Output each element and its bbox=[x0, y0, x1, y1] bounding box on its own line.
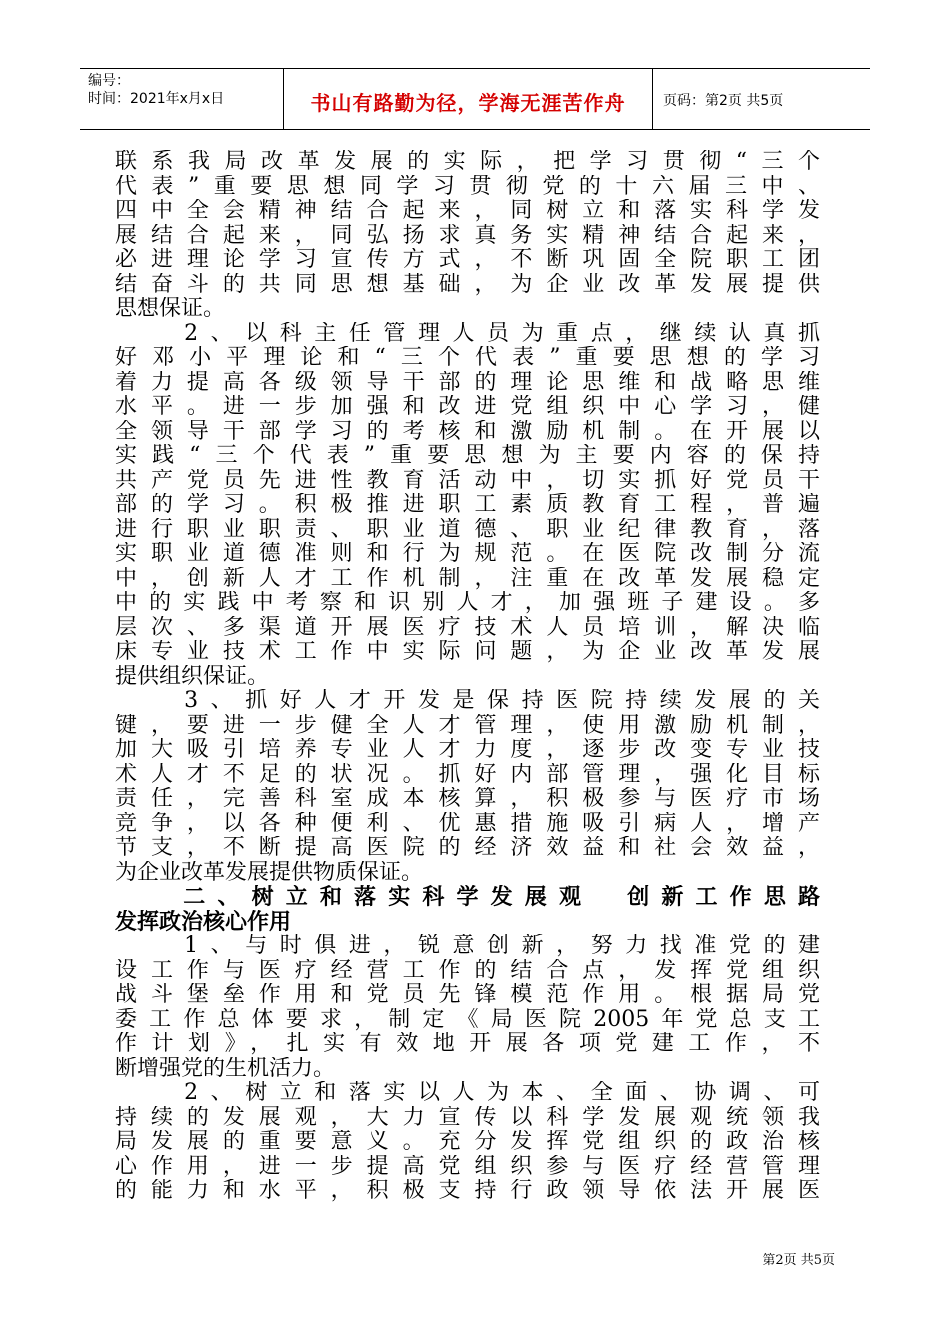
text-line: 2、树立和落实以人为本、全面、协调、可 bbox=[115, 1081, 820, 1105]
number-label: 编号： bbox=[88, 73, 130, 89]
text-line: 加大吸引培养专业人才力度，逐步改变专业技 bbox=[115, 738, 820, 762]
text-line: 心作用，进一步提高党组织参与医疗经营管理 bbox=[115, 1154, 820, 1179]
text-line: 层次、多渠道开展医疗技术人员培训，解决临 bbox=[115, 615, 820, 640]
text-line: 为企业改革发展提供物质保证。 bbox=[115, 860, 424, 885]
text-line: 必进理论学习宣传方式，不断巩固全院职工团 bbox=[115, 248, 820, 272]
text-line: 实职业道德准则和行为规范。在医院改制分流 bbox=[115, 542, 820, 566]
text-line: 中的实践中考察和识别人才，加强班子建设。多 bbox=[115, 591, 820, 615]
text-line: 2、以科主任管理人员为重点，继续认真抓 bbox=[115, 321, 820, 346]
text-line: 作计划》，扎实有效地开展各项党建工作，不 bbox=[115, 1032, 820, 1056]
text-line: 竞争，以各种便利、优惠措施吸引病人，增产 bbox=[115, 811, 820, 836]
text-line: 战斗堡垒作用和党员先锋模范作用。根据局党 bbox=[115, 983, 820, 1007]
text-line: 好邓小平理论和“三个代表”重要思想的学习 bbox=[115, 346, 820, 370]
text-line: 着力提高各级领导干部的理论思维和战略思维 bbox=[115, 370, 820, 395]
document-body bbox=[115, 150, 820, 1204]
page-header bbox=[80, 68, 870, 130]
text-line: 持续的发展观，大力宣传以科学发展观统领我 bbox=[115, 1105, 820, 1130]
text-line: 键，要进一步健全人才管理，使用激励机制， bbox=[115, 713, 820, 738]
time-label: 时间：2021年x月x日 bbox=[88, 91, 225, 107]
text-line: 局发展的重要意义。充分发挥党组织的政治核 bbox=[115, 1130, 820, 1154]
text-line: 实践“三个代表”重要思想为主要内容的保持 bbox=[115, 444, 820, 468]
text-line: 中，创新人才工作机制，注重在改革发展稳定 bbox=[115, 566, 820, 591]
text-line: 责任，完善科室成本核算，积极参与医疗市场 bbox=[115, 787, 820, 811]
text-line: 断增强党的生机活力。 bbox=[115, 1056, 336, 1081]
text-line: 结奋斗的共同思想基础，为企业改革发展提供 bbox=[115, 272, 820, 297]
section-heading-line: 二、树立和落实科学发展观 创新工作思路 bbox=[115, 885, 820, 910]
text-line: 部的学习。积极推进职工素质教育工程，普遍 bbox=[115, 493, 820, 517]
text-line: 思想保证。 bbox=[115, 297, 226, 321]
text-line: 水平。进一步加强和改进党组织中心学习，健 bbox=[115, 395, 820, 419]
text-line: 展结合起来，同弘扬求真务实精神结合起来， bbox=[115, 223, 820, 248]
text-line: 1、与时俱进，锐意创新，努力找准党的建 bbox=[115, 934, 820, 958]
text-line: 3、抓好人才开发是保持医院持续发展的关 bbox=[115, 689, 820, 713]
text-line: 设工作与医疗经营工作的结合点，发挥党组织 bbox=[115, 958, 820, 983]
text-line: 的能力和水平，积极支持行政领导依法开展医 bbox=[115, 1179, 820, 1203]
text-line: 共产党员先进性教育活动中，切实抓好党员干 bbox=[115, 468, 820, 493]
motto-text: 书山有路勤为径，学海无涯苦作舟 bbox=[310, 91, 626, 115]
text-line: 四中全会精神结合起来，同树立和落实科学发 bbox=[115, 199, 820, 223]
header-motto-cell bbox=[284, 69, 653, 129]
section-heading-line: 发挥政治核心作用 bbox=[115, 909, 292, 934]
text-line: 代表”重要思想同学习贯彻党的十六届三中、 bbox=[115, 174, 820, 199]
text-line: 术人才不足的状况。抓好内部管理，强化目标 bbox=[115, 762, 820, 787]
text-line: 床专业技术工作中实际问题，为企业改革发展 bbox=[115, 640, 820, 664]
text-line: 委工作总体要求，制定《局医院2005年党总支工 bbox=[115, 1007, 820, 1032]
text-line: 节支，不断提高医院的经济效益和社会效益， bbox=[115, 836, 820, 860]
text-line: 进行职业职责、职业道德、职业纪律教育，落 bbox=[115, 517, 820, 542]
text-line: 联系我局改革发展的实际，把学习贯彻“三个 bbox=[115, 150, 820, 174]
page-info: 页码：第2页 共5页 bbox=[663, 93, 784, 109]
text-line: 提供组织保证。 bbox=[115, 664, 270, 689]
header-meta-cell bbox=[80, 69, 284, 129]
page-footer: 第2页 共5页 bbox=[762, 1253, 835, 1268]
text-line: 全领导干部学习的考核和激励机制。在开展以 bbox=[115, 419, 820, 444]
header-page-cell bbox=[653, 69, 870, 129]
